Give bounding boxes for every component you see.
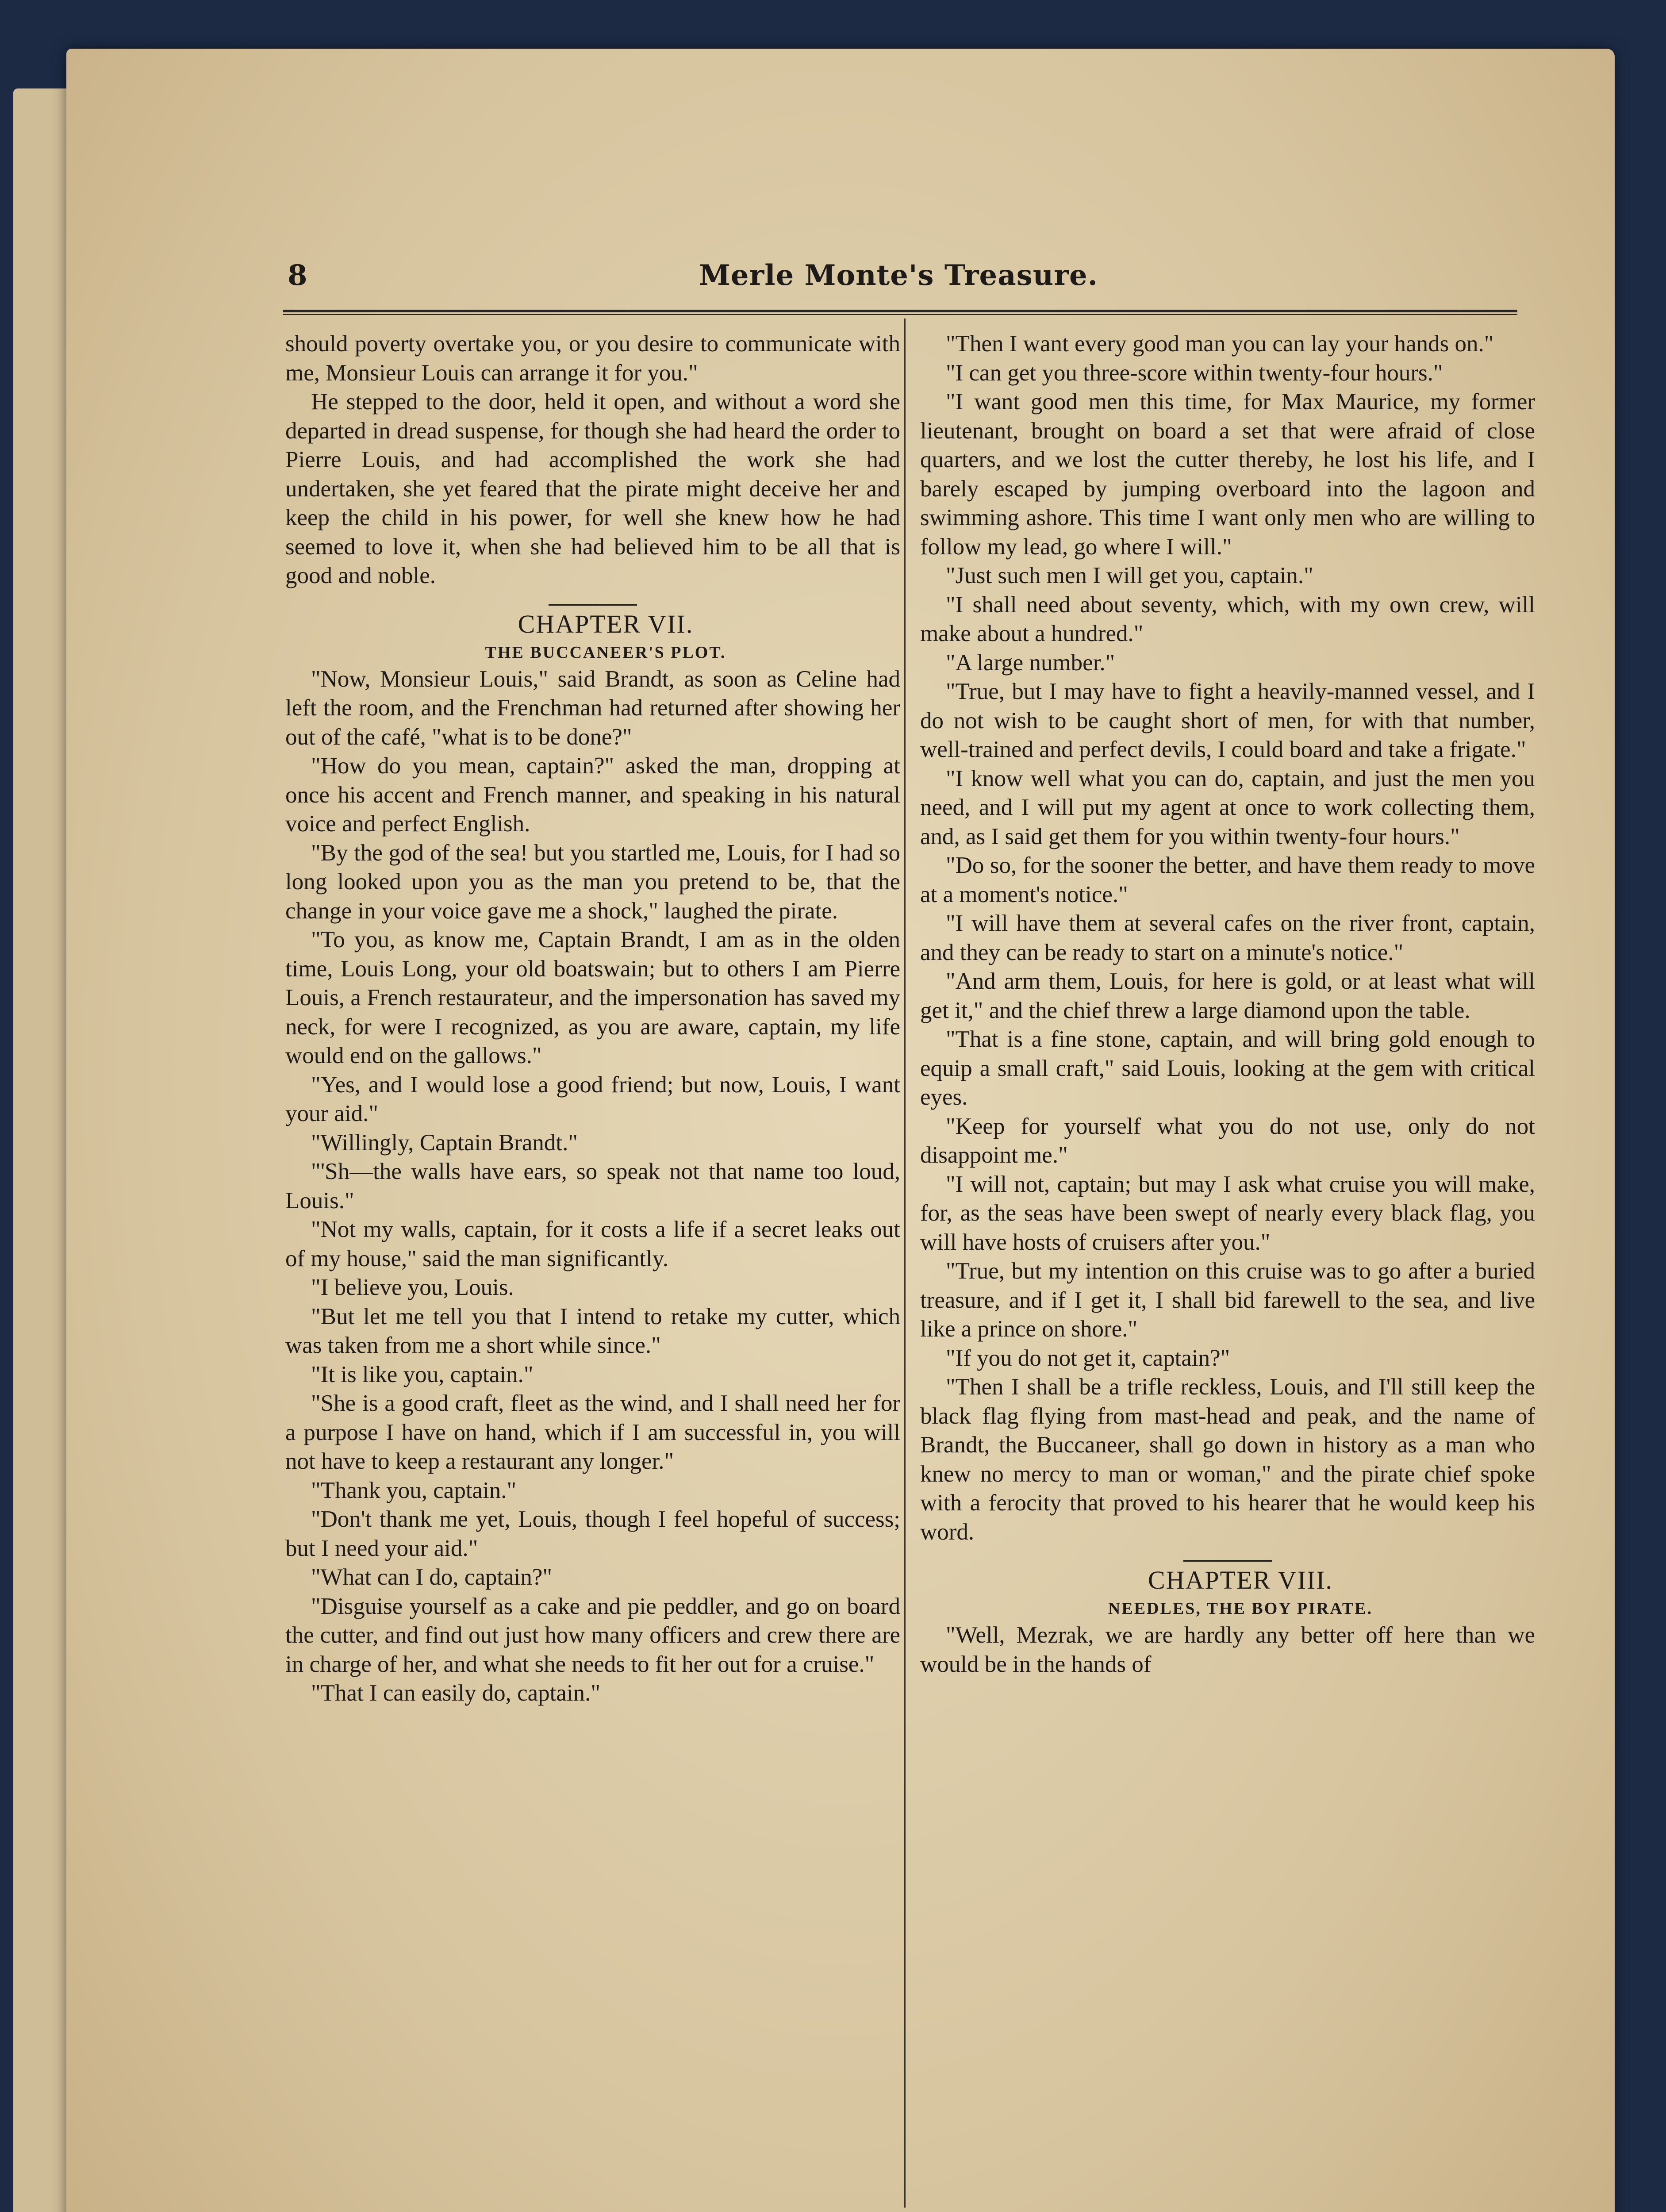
left-column (285, 330, 900, 2201)
chapter-subtitle: THE BUCCANEER'S PLOT. (485, 643, 726, 662)
paragraph: "Well, Mezrak, we are hardly any better off here than we would be in the hands of (920, 1622, 1535, 1677)
paragraph: "By the god of the sea! but you startled me, Louis, for I had so long looked upon you as the man you pretend to be, that the change in your voice gave me a shock," laughed the pirate. (285, 840, 900, 924)
right-column (920, 330, 1535, 2201)
paragraph: "Don't thank me yet, Louis, though I feel hopeful of success; but I need your aid." (285, 1506, 900, 1561)
paragraph: "Now, Monsieur Louis," said Brandt, as soon as Celine had left the room, and the Frenchman had returned after showing her out of the café, "what is to be done?" (285, 666, 900, 750)
page-number: 8 (288, 259, 307, 292)
paragraph: should poverty overtake you, or you desire to communicate with me, Monsieur Louis can arrange it for you." (285, 331, 900, 386)
chapter-title: CHAPTER VII. (518, 609, 694, 638)
paragraph: "Yes, and I would lose a good friend; but now, Louis, I want your aid." (285, 1071, 900, 1126)
paragraph: "A large number." (946, 649, 1115, 676)
chapter-rule (1183, 1560, 1272, 1562)
paragraph: "That is a fine stone, captain, and will bring gold enough to equip a small craft," said Louis, looking at the gem with critical eyes. (920, 1026, 1535, 1110)
chapter-rule (549, 604, 637, 606)
paragraph: "But let me tell you that I intend to retake my cutter, which was taken from me a short while since." (285, 1303, 900, 1358)
paragraph: "I want good men this time, for Max Maurice, my former lieutenant, brought on board a set that were afraid of close quarters, and we lost the cutter thereby, he lost his life, and I barely escaped by jumping overboard into the lagoon and swimming ashore. This time I want only men who are willing to follow my lead, go where I will." (920, 389, 1535, 560)
paragraph: "What can I do, captain?" (311, 1564, 553, 1590)
paragraph: "Then I want every good man you can lay your hands on." (946, 331, 1494, 357)
paragraph: "True, but my intention on this cruise was to go after a buried treasure, and if I get it, I shall bid farewell to the sea, and live like a prince on shore." (920, 1258, 1535, 1342)
paragraph: "To you, as know me, Captain Brandt, I am as in the olden time, Louis Long, your old boatswain; but to others I am Pierre Louis, a French restaurateur, and the impersonation has saved my neck, for were I recognized, as you are aware, captain, my life would end on the gallows." (285, 927, 900, 1068)
paragraph: "Then I shall be a trifle reckless, Louis, and I'll still keep the black flag flying from mast-head and peak, and the name of Brandt, the Buccaneer, shall go down in history as a man who knew no mercy to man or woman," and the pirate chief spoke with a ferocity that proved to his hearer that he would keep his word. (920, 1374, 1535, 1545)
paragraph: "And arm them, Louis, for here is gold, or at least what will get it," and the chief threw a large diamond upon the table. (920, 968, 1535, 1023)
paragraph: "I will not, captain; but may I ask what cruise you will make, for, as the seas have been swept of nearly every black flag, you will have hosts of cruisers after you." (920, 1171, 1535, 1255)
paragraph: "It is like you, captain." (311, 1361, 534, 1387)
paragraph: "Just such men I will get you, captain." (946, 563, 1313, 588)
chapter-title: CHAPTER VIII. (1148, 1566, 1333, 1594)
paragraph: "I know well what you can do, captain, and just the men you need, and I will put my agent at once to work collecting them, and, as I said get them for you within twenty-four hours." (920, 765, 1535, 849)
paragraph: "She is a good craft, fleet as the wind, and I shall need her for a purpose I have on hand, which if I am successful in, you will not have to keep a restaurant any longer." (285, 1390, 900, 1474)
paragraph: "That I can easily do, captain." (311, 1680, 600, 1706)
paragraph: "I shall need about seventy, which, with my own crew, will make about a hundred." (920, 591, 1535, 646)
paragraph: He stepped to the door, held it open, and without a word she departed in dread suspense, for though she had heard the order to Pierre Louis, and had accomplished the work she had undertaken, she yet feared that the pirate might deceive her and keep the child in his power, for well she knew how he had seemed to love it, when she had believed him to be all that is good and noble. (285, 389, 900, 588)
paragraph: "Disguise yourself as a cake and pie peddler, and go on board the cutter, and find out just how many officers and crew there are in charge of her, and what she needs to fit her out for a cruise." (285, 1593, 900, 1677)
paragraph: "'Sh—the walls have ears, so speak not that name too loud, Louis." (285, 1159, 900, 1214)
chapter-subtitle: NEEDLES, THE BOY PIRATE. (1108, 1599, 1373, 1618)
column-divider (904, 319, 906, 2208)
paragraph: "Willingly, Captain Brandt." (311, 1129, 578, 1156)
page-header (221, 259, 1513, 303)
paragraph: "Not my walls, captain, for it costs a life if a secret leaks out of my house," said the man significantly. (285, 1217, 900, 1271)
paragraph: "If you do not get it, captain?" (946, 1345, 1230, 1371)
paragraph: "Do so, for the sooner the better, and have them ready to move at a moment's notice." (920, 853, 1535, 907)
paragraph: "I will have them at several cafes on the river front, captain, and they can be ready to start on a minute's notice." (920, 910, 1535, 965)
paragraph: "I can get you three-score within twenty-four hours." (946, 360, 1443, 386)
paragraph: "True, but I may have to fight a heavily-manned vessel, and I do not wish to be caught short of men, for with that number, well-trained and perfect devils, I could board and take a frigate." (920, 679, 1535, 762)
header-rule (283, 310, 1517, 315)
paragraph: "I believe you, Louis. (311, 1275, 514, 1300)
paragraph: "How do you mean, captain?" asked the man, dropping at once his accent and French manner, and speaking in his natural voice and perfect English. (285, 753, 900, 837)
paragraph: "Keep for yourself what you do not use, only do not disappoint me." (920, 1113, 1535, 1168)
running-title: Merle Monte's Treasure. (699, 259, 1098, 292)
paragraph: "Thank you, captain." (311, 1477, 517, 1503)
